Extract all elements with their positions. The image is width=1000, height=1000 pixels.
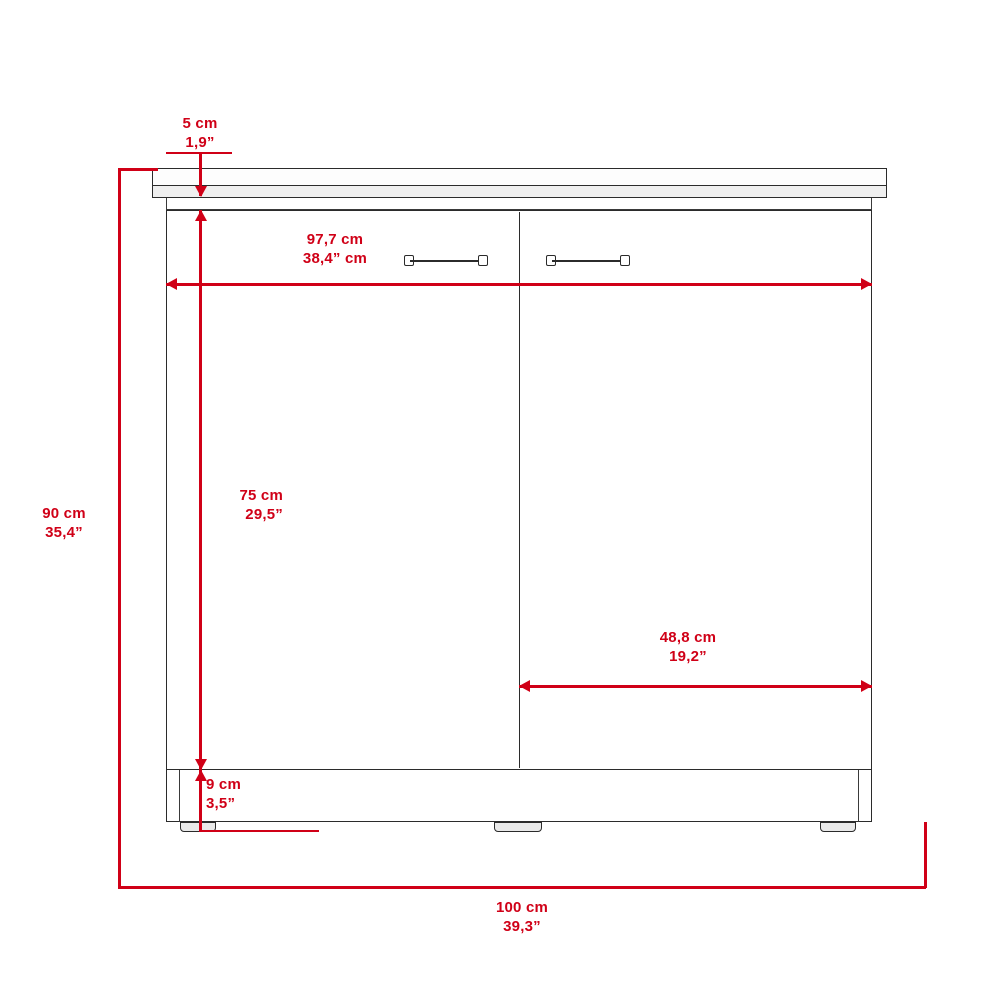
top-thickness-label [150,115,250,153]
cabinet-top-rail [166,198,872,210]
right-door-handle [546,255,630,267]
door-height-metric: 75 cm [239,487,283,504]
cabinet-countertop [152,168,887,186]
total-width-metric: 100 cm [495,899,549,916]
door-width-imperial: 38,4” cm [302,249,368,267]
right-door-width-arrow-right [861,680,872,692]
total-width-right-tick [924,822,927,888]
door-height-label [183,487,283,525]
door-width-metric: 97,7 cm [306,231,364,248]
total-height-label [24,505,104,543]
right-door-width-arrow-left [519,680,530,692]
handle-bar-icon [552,260,624,262]
plinth-right-edge [858,770,872,822]
handle-end-cap-icon [620,255,630,266]
plinth-left-edge [166,770,180,822]
door-height-arrow-down [195,759,207,770]
door-height-arrow-up [195,210,207,221]
total-width-imperial: 39,3” [503,917,541,935]
total-height-top-tick [118,168,158,171]
door-width-line [166,283,872,286]
door-width-label [245,231,425,269]
plinth-height-imperial: 3,5” [206,794,236,812]
total-width-label [462,899,582,937]
right-door-width-line [519,685,872,688]
total-height-leader [118,168,121,888]
total-height-metric: 90 cm [42,505,86,522]
top-thickness-imperial: 1,9” [185,133,215,151]
cabinet-foot-center [494,822,542,832]
door-width-arrow-left [166,278,177,290]
top-thickness-metric: 5 cm [182,115,218,132]
right-door-width-metric: 48,8 cm [659,629,717,646]
right-door-width-label [598,629,778,667]
cabinet-foot-right [820,822,856,832]
total-height-imperial: 35,4” [45,523,83,541]
plinth-height-metric: 9 cm [206,776,241,793]
door-height-imperial: 29,5” [245,505,283,523]
door-width-arrow-right [861,278,872,290]
right-door-width-imperial: 19,2” [669,647,707,665]
top-thickness-arrow-down [195,186,207,197]
plinth-height-extension [199,830,319,832]
cabinet-countertop-edge [152,186,887,198]
handle-end-cap-icon [478,255,488,266]
plinth-height-arrow-up [195,770,207,781]
plinth-height-label [206,776,296,814]
total-width-leader [118,886,926,889]
